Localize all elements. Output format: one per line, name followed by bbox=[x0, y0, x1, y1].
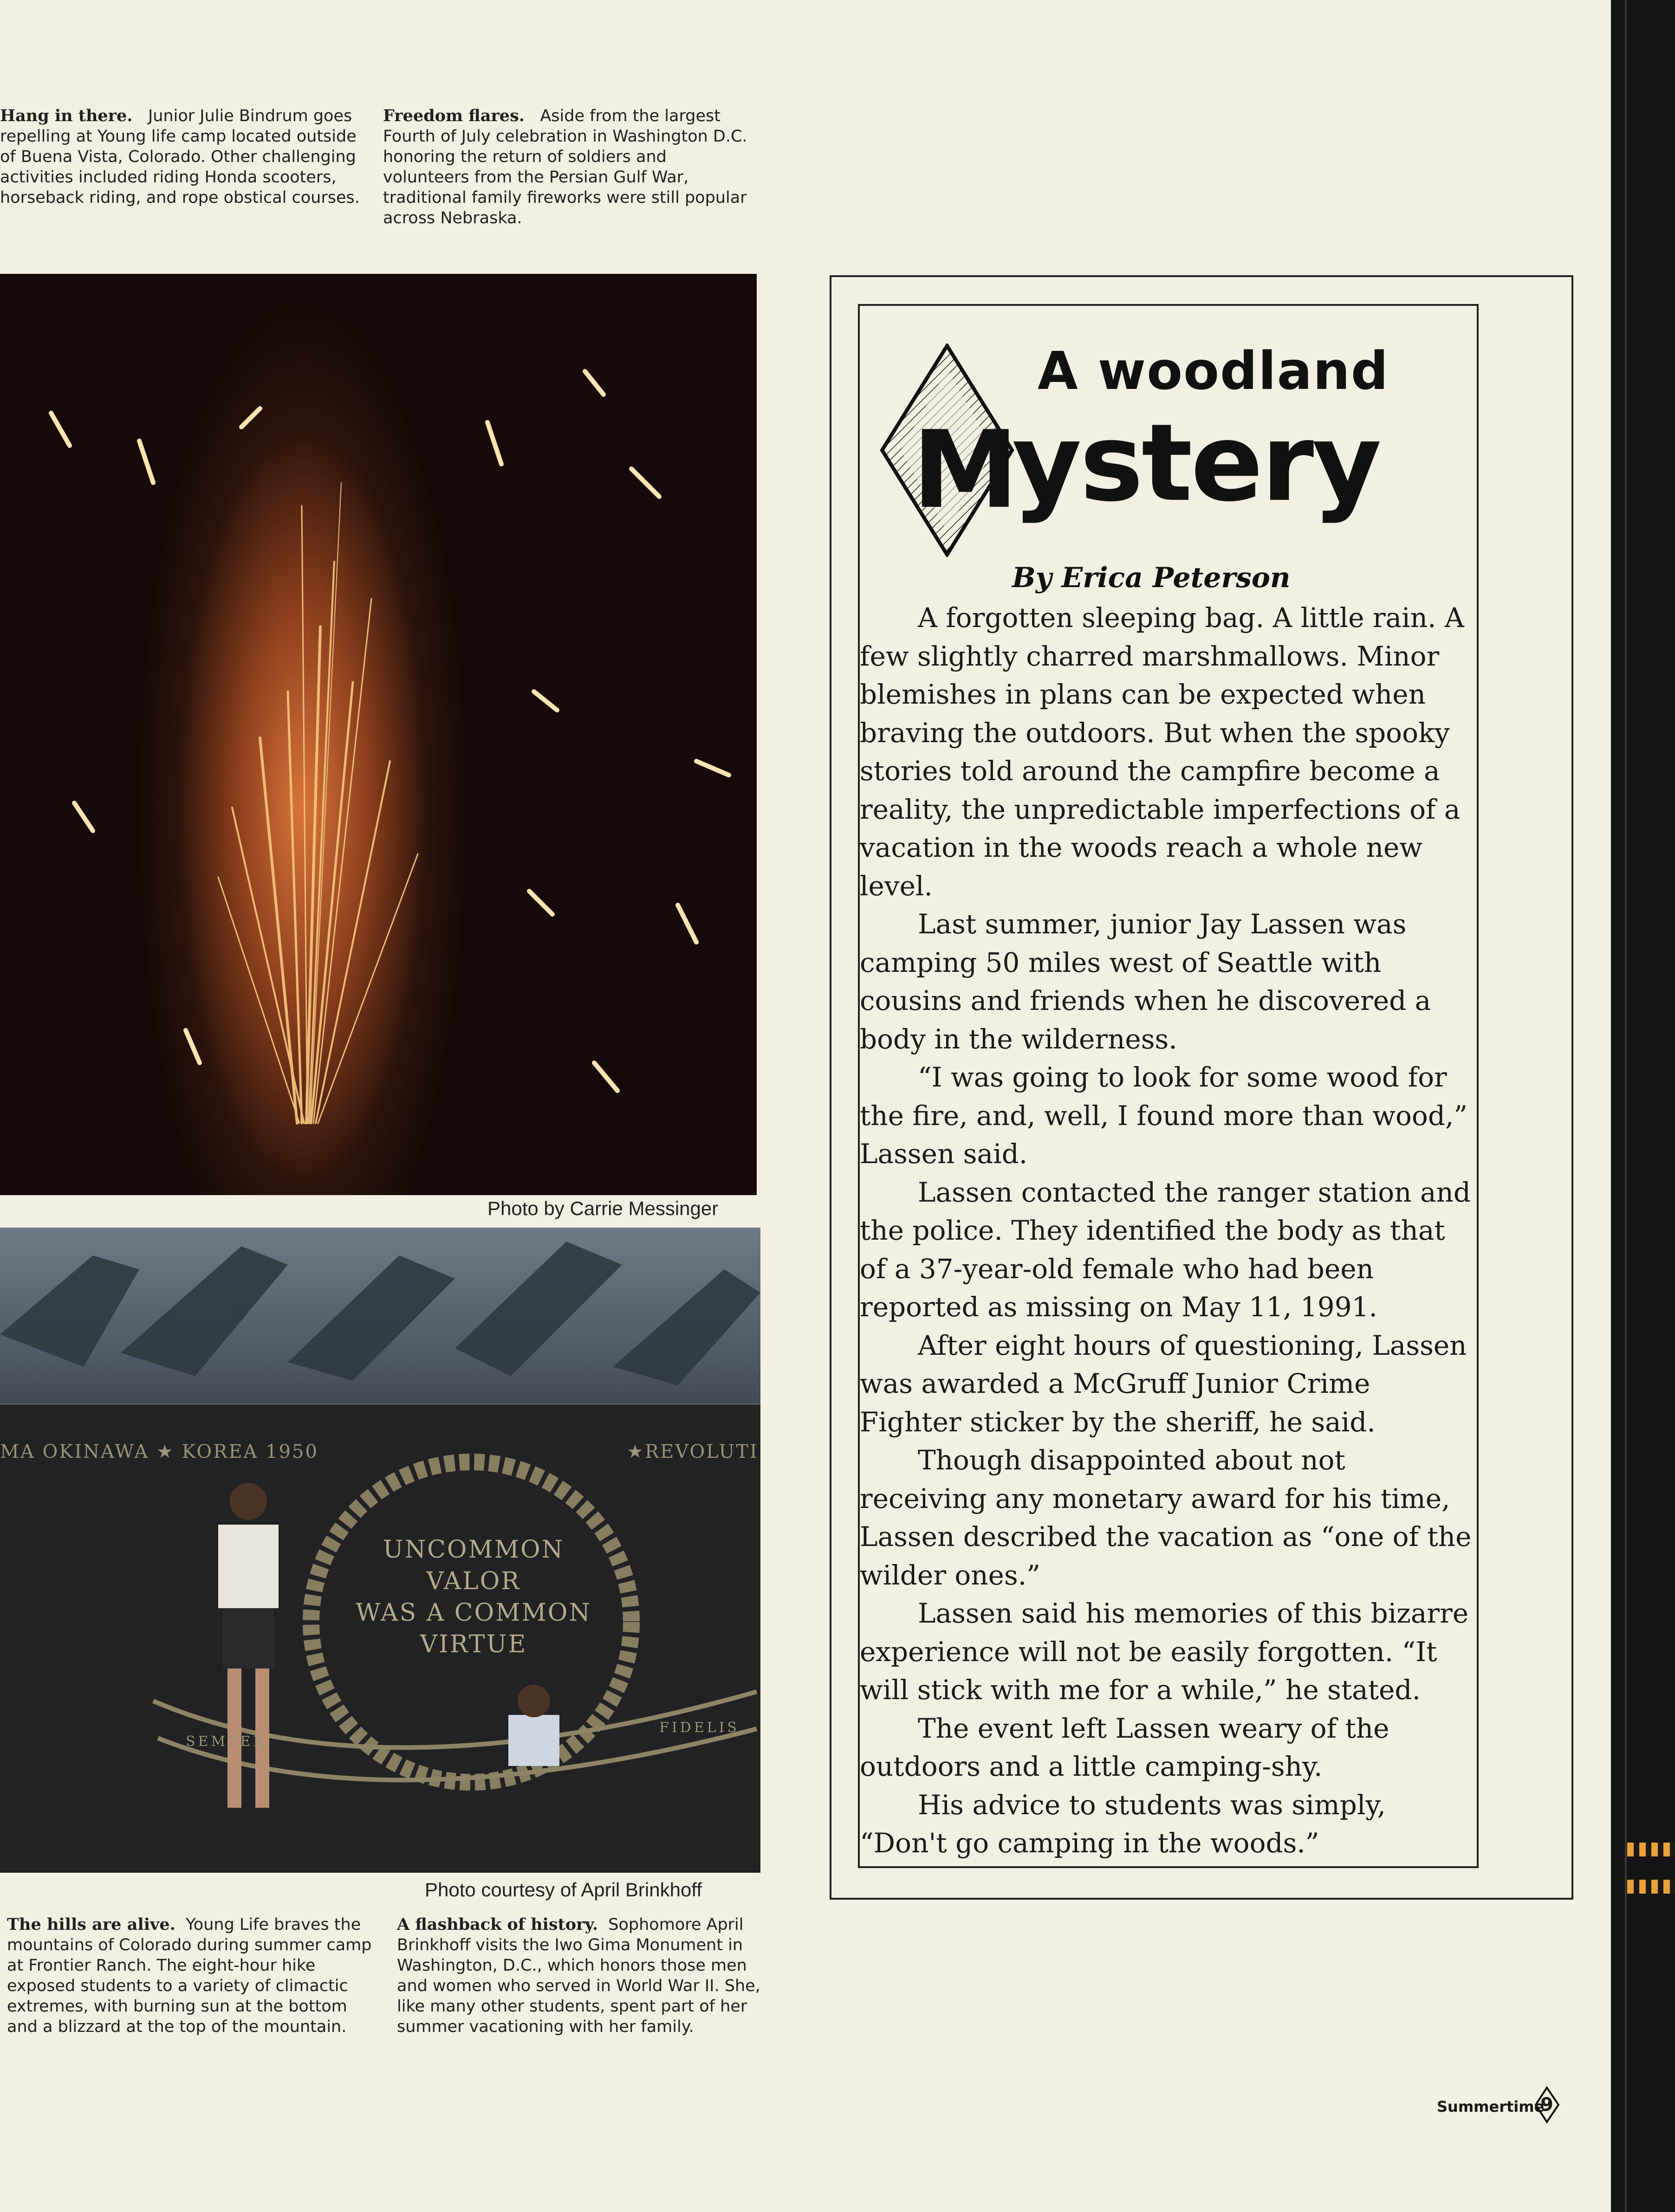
folio-section-name: Summertime bbox=[1437, 2098, 1545, 2115]
caption-text: Sophomore April Brinkhoff visits the Iwo Gima Monument in Washington, D.C., which honors those men and women who served in World War II. She, like many other students, spent part of her summer vacationing with her family. bbox=[397, 1915, 760, 2036]
article-title-rest: ystery bbox=[1012, 401, 1380, 525]
wreath-line: WAS A COMMON bbox=[356, 1599, 591, 1627]
binding-tape bbox=[1627, 1880, 1675, 1894]
ribbon-text-right: FIDELIS bbox=[659, 1720, 740, 1736]
caption-flashback-of-history bbox=[397, 1914, 768, 2037]
article-paragraph: Though disappointed about not receiving any monetary award for his time, Lassen described the vacation as “one of the wilder ones.” bbox=[860, 1444, 1472, 1591]
article-paragraph: After eight hours of questioning, Lassen was awarded a McGruff Junior Crime Fighter sticker by the sheriff, he said. bbox=[860, 1329, 1467, 1438]
page-number: 9 bbox=[1540, 2094, 1553, 2115]
article-paragraph: “I was going to look for some wood for the fire, and, well, I found more than wood,” Lassen said. bbox=[860, 1061, 1468, 1170]
ribbon-text-left: SEMPER bbox=[186, 1733, 266, 1750]
caption-hills-are-alive bbox=[7, 1914, 374, 2037]
binding-tape bbox=[1627, 1843, 1675, 1856]
wall-inscription-right: ★REVOLUTI bbox=[627, 1441, 759, 1462]
wreath-line: VALOR bbox=[426, 1567, 521, 1595]
caption-text: Young Life braves the mountains of Colorado during summer camp at Frontier Ranch. The eight-hour hike exposed students to a variety of climactic extremes, with burning sun at the bottom and a blizzard at the top of the mountain. bbox=[7, 1915, 372, 2036]
article-paragraph: Last summer, junior Jay Lassen was camping 50 miles west of Seattle with cousins and friends when he discovered a body in the wilderness. bbox=[860, 908, 1431, 1055]
wreath-line: VIRTUE bbox=[420, 1630, 527, 1658]
article-paragraph: A forgotten sleeping bag. A little rain. A few slightly charred marshmallows. Minor blemishes in plans can be expected when braving the outdoors. But when the spooky stories told around the campfire become a reality, the unpredictable imperfections of a vacation in the woods reach a whole new level. bbox=[860, 602, 1464, 902]
wall-inscription-left: MA OKINAWA ★ KOREA 1950 bbox=[0, 1441, 318, 1462]
article-title-line1: A woodland bbox=[1038, 341, 1389, 401]
article-byline: By Erica Peterson bbox=[1012, 562, 1291, 594]
memorial-photo bbox=[0, 1228, 760, 1873]
article-body bbox=[860, 599, 1477, 1863]
binding-line bbox=[1625, 0, 1627, 2212]
caption-headline: Freedom flares. bbox=[383, 106, 525, 125]
article-paragraph: His advice to students was simply, “Don't go camping in the woods.” bbox=[860, 1789, 1386, 1859]
caption-headline: Hang in there. bbox=[0, 106, 133, 125]
article-title-initial: M bbox=[912, 408, 1019, 532]
caption-text: Junior Julie Bindrum goes repelling at Young life camp located outside of Buena Vista, Colorado. Other challenging activities included riding Honda scooters, horseback riding, and rope obstical courses. bbox=[0, 107, 360, 207]
caption-hang-in-there bbox=[0, 106, 367, 208]
caption-text: Aside from the largest Fourth of July celebration in Washington D.C. honoring the return of soldiers and volunteers from the Persian Gulf War, traditional family fireworks were still popular across Nebraska. bbox=[383, 107, 747, 227]
caption-headline: The hills are alive. bbox=[7, 1915, 175, 1934]
article-paragraph: The event left Lassen weary of the outdoors and a little camping-shy. bbox=[860, 1712, 1389, 1782]
article-paragraph: Lassen contacted the ranger station and the police. They identified the body as that of a 37-year-old female who had been reported as missing on May 11, 1991. bbox=[860, 1176, 1471, 1323]
fireworks-photo bbox=[0, 274, 757, 1195]
wreath-line: UNCOMMON bbox=[383, 1536, 565, 1564]
photo-credit-memorial: Photo courtesy of April Brinkhoff bbox=[425, 1879, 702, 1901]
photo-credit-fireworks: Photo by Carrie Messinger bbox=[487, 1197, 719, 1219]
wreath-inscription bbox=[353, 1534, 594, 1660]
article-paragraph: Lassen said his memories of this bizarre experience will not be easily forgotten. “It will stick with me for a while,” he stated. bbox=[860, 1598, 1469, 1706]
caption-freedom-flares bbox=[383, 106, 754, 228]
caption-headline: A flashback of history. bbox=[397, 1915, 598, 1934]
